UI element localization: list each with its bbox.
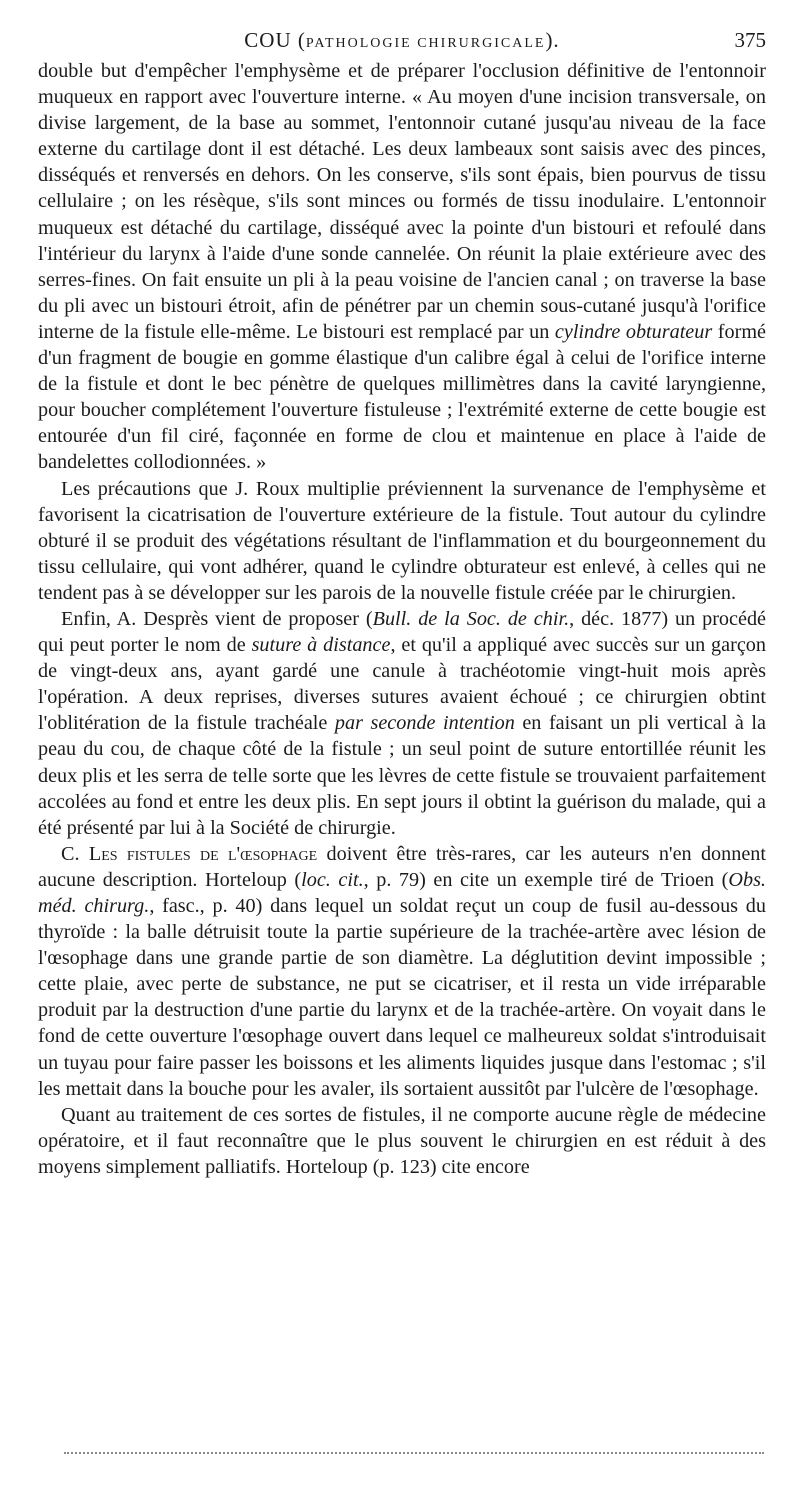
body-text xyxy=(38,58,766,1180)
italic-text: Obs. méd. chirurg. xyxy=(38,868,766,917)
section-heading-smallcaps: Les fistules de l'œsophage xyxy=(88,842,318,865)
running-title-subtitle: PATHOLOGIE CHIRURGICALE xyxy=(305,36,546,51)
text-run: , fasc., p. 40) dans lequel un soldat reçut un coup de fusil au-dessous du thyroïde : la balle détruisit toute la partie supérieure de la trachée-artère avec lésion de l'œsophage dans une grande partie de son diamètre. La déglutition devint impossible ; cette plaie, avec perte de substance, ne put se cicatriser, et il resta un vide irréparable produit par la destruction d'une partie du larynx et de la trachée-artère. On voyait dans le fond de cette ouverture l'œsophage ouvert dans lequel ce malheureux soldat s'introduisait un tuyau pour faire passer les boissons et les aliments liquides jusque dans l'estomac ; s'il les mettait dans la bouche pour les avaler, ils sortaient aussitôt par l'ulcère de l'œsophage. xyxy=(38,895,766,1100)
paragraph xyxy=(38,1102,766,1180)
text-run: , déc. 1877) un procédé qui peut porter le nom de xyxy=(38,607,766,657)
text-run: Les précautions que J. Roux multiplie préviennent la survenance de l'emphysème et favorisent la cicatrisation de l'ouverture extérieure de la fistule. Tout autour du cylindre obturé il se produit des végétations résultant de l'inflammation et du bourgeonnement du tissu cellulaire, qui vont adhérer, quand le cylindre obturateur est enlevé, à celles qui ne tendent pas à se développer sur les parois de la nouvelle fistule créée par le chirurgien. xyxy=(38,477,766,604)
paragraph xyxy=(38,476,766,606)
italic-text: par seconde intention xyxy=(334,712,515,735)
paragraph xyxy=(38,58,766,476)
italic-text: cylindre obturateur xyxy=(554,320,713,343)
running-title-main: COU ( xyxy=(244,28,306,52)
text-run: formé d'un fragment de bougie en gomme élastique d'un calibre égal à celui de l'orifice interne de la fistule et dont le bec pénètre de quelques millimètres dans la cavité laryngienne, pour boucher complétement l'ouverture fistuleuse ; l'extrémité externe de cette bougie est entourée d'un fil ciré, façonnée en forme de clou et maintenue en place à l'aide de bandelettes collodionnées. » xyxy=(38,320,766,474)
running-title-close: ). xyxy=(545,28,560,52)
italic-text: loc. cit. xyxy=(301,868,364,891)
text-run: , et qu'il a appliqué avec succès sur un garçon de vingt-deux ans, ayant gardé une canule à trachéotomie vingt-huit mois après l'opération. A deux reprises, diverses sutures avaient échoué ; ce chirurgien obtint l'oblitération de la fistule trachéale xyxy=(38,634,766,735)
page-number: 375 xyxy=(734,28,766,52)
text-run: double but d'empêcher l'emphysème et de préparer l'occlusion définitive de l'entonnoir muqueux en rapport avec l'ouverture interne. « Au moyen d'une incision transversale, on divise largement, de la base au sommet, l'entonnoir cutané jusqu'au niveau de la face externe du cartilage dont il est détaché. Les deux lambeaux sont saisis avec des pinces, disséqués et renversés en dehors. On les conserve, s'ils sont épais, bien pourvus de tissu cellulaire ; on les résèque, s'ils sont minces ou formés de tissu inodulaire. L'entonnoir muqueux est détaché du cartilage, disséqué avec la pointe d'un bistouri et refoulé dans l'intérieur du larynx à l'aide d'une sonde cannelée. On réunit la plaie extérieure avec des serres-fines. On fait ensuite un pli à la peau voisine de l'ancien canal ; on traverse la base du pli avec un bistouri étroit, afin de pénétrer par un chemin sous-cutané jusqu'à l'orifice interne de la fistule elle-même. Le bistouri est remplacé par un xyxy=(38,60,766,343)
text-run: , p. 79) en cite un exemple tiré de Trioen ( xyxy=(363,868,729,891)
book-page xyxy=(38,28,766,1180)
text-run: Enfin, A. Desprès vient de proposer ( xyxy=(61,607,373,630)
bottom-dotted-rule xyxy=(64,1452,764,1456)
italic-text: suture à distance xyxy=(251,634,391,657)
paragraph xyxy=(38,606,766,841)
text-run: Quant au traitement de ces sortes de fistules, il ne comporte aucune règle de médecine opératoire, et il faut reconnaître que le plus souvent le chirurgien en est réduit à des moyens simplement palliatifs. Horteloup (p. 123) cite encore xyxy=(38,1103,766,1178)
paragraph xyxy=(38,841,766,1102)
text-run: en faisant un pli vertical à la peau du cou, de chaque côté de la fistule ; un seul point de suture entortillée réunit les deux plis et les serra de telle sorte que les lèvres de cette fistule se trouvaient parfaitement accolées au fond et entre les deux plis. En sept jours il obtint la guérison du malade, qui a été présenté par lui à la Société de chirurgie. xyxy=(38,712,766,839)
italic-text: Bull. de la Soc. de chir. xyxy=(372,607,570,630)
running-header xyxy=(38,28,766,58)
running-title xyxy=(38,28,766,53)
text-run: C. xyxy=(61,842,89,865)
text-run: doivent être très-rares, car les auteurs n'en donnent aucune description. Horteloup ( xyxy=(38,842,766,891)
